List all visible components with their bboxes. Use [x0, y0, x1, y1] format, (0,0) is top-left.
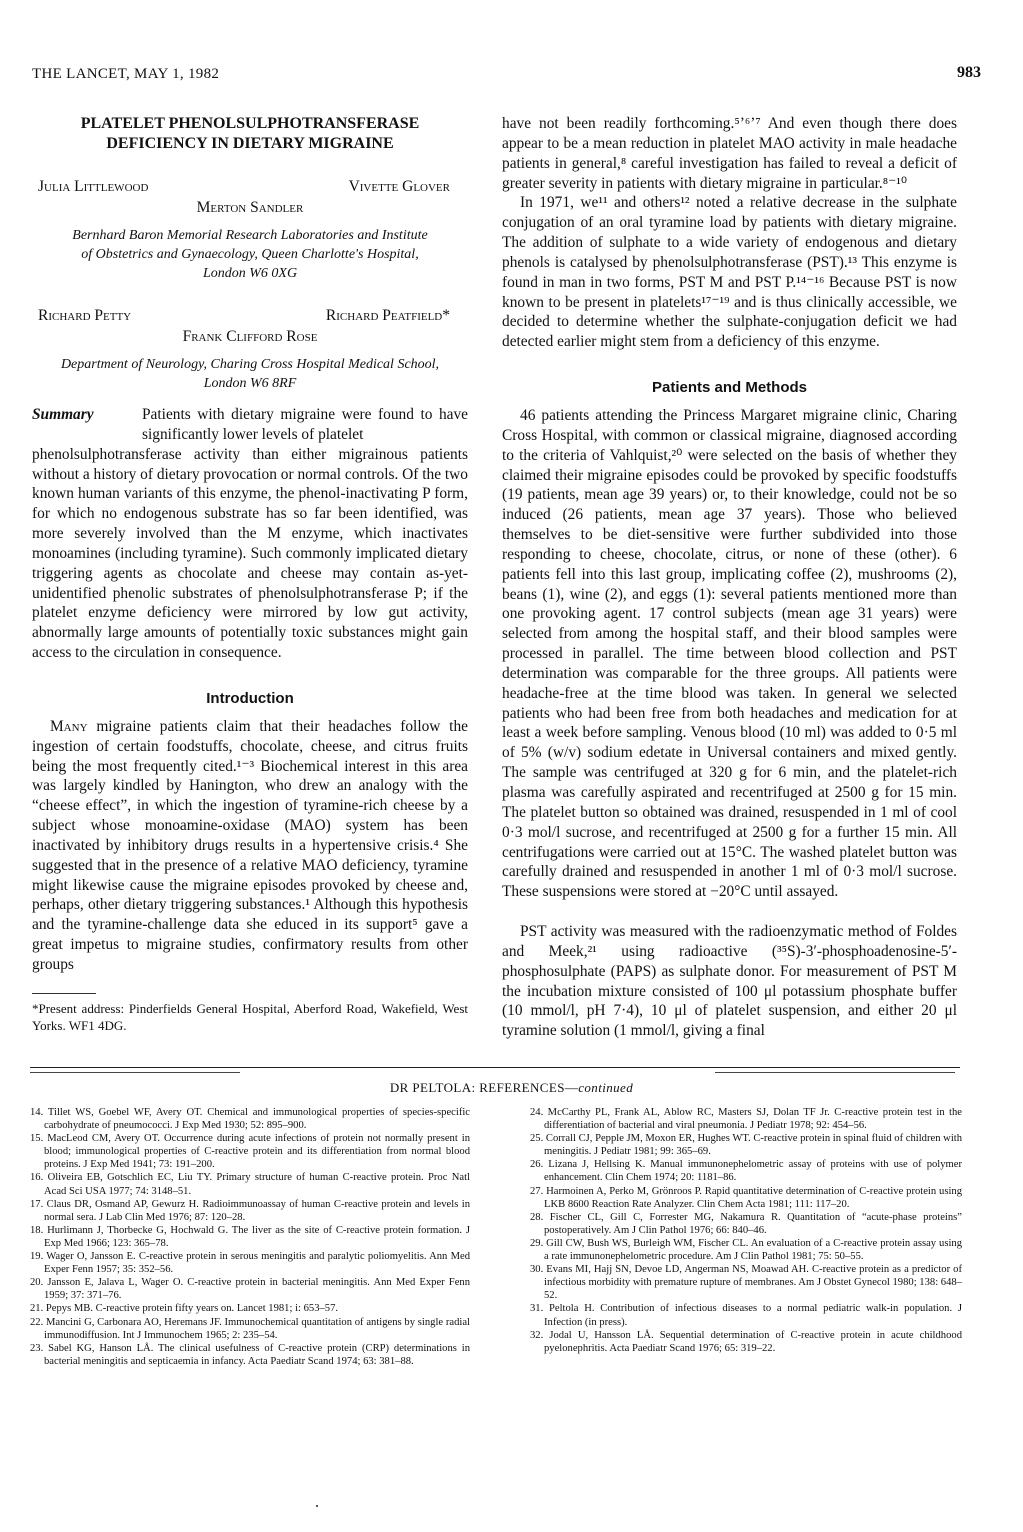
author-block-2	[32, 305, 468, 347]
author-block-1	[32, 176, 468, 218]
summary-body: phenolsulphotransferase activity than either migrainous patients without a history of dietary provocation or normal controls. Of the two known human variants of this enzyme, the phenol-inactivating P form, for which no endogenous substrate has so far been identified, was more severely involved than the M enzyme, which inactivates monoamines (including tyramine). Such commonly implicated dietary triggering agents as chocolate and cheese may contain as-yet-unidentified phenolic substrates of phenolsulphotransferase P; if the platelet enzyme deficiency were mirrored by low gut activity, abnormally large amounts of potentially toxic substances might gain access to the circulation in consequence.	[32, 445, 468, 662]
intro-text: migraine patients claim that their headaches follow the ingestion of certain foodstuffs, chocolate, cheese, and citrus fruits being the most frequently cited.¹⁻³ Biochemical interest in this area was largely kindled by Hanington, who drew an analogy with the “cheese effect”, in which the ingestion of tyramine-rich cheese by a subject whose monoamine-oxidase (MAO) system has been inactivated by inhibitory drugs results in a hypertensive crisis.⁴ She suggested that in the presence of a relative MAO deficiency, tyramine might likewise cause the migraine episodes provoked by cheese and, perhaps, other dietary triggering substances.¹ Although this hypothesis and the tyramine-challenge data she educed in its support⁵ gave a great impetus to migraine studies, confirmatory results from other groups	[32, 717, 468, 973]
reference-item: 30. Evans MI, Hajj SN, Devoe LD, Angerman NS, Moawad AH. C-reactive protein as a predictor of infectious morbidity with premature rupture of membranes. Am J Obstet Gynecol 1980; 138: 648–52.	[530, 1264, 962, 1302]
paragraph: In 1971, we¹¹ and others¹² noted a relative decrease in the sulphate conjugation of an oral tyramine load by patients with dietary migraine. The addition of sulphate to a wide variety of endogenous and dietary phenols is catalysed by phenolsulphotransferase (PST).¹³ This enzyme is found in man in two forms, PST M and PST P.¹⁴⁻¹⁶ Because PST is now known to be present in platelets¹⁷⁻¹⁹ and is thus clinically accessible, we decided to determine whether the sulphate-conjugation deficit we had detected earlier might stem from a deficiency of this enzyme.	[502, 194, 957, 351]
reference-item: 23. Sabel KG, Hanson LÅ. The clinical usefulness of C-reactive protein (CRP) determinations in bacterial meningitis and septicaemia in infancy. Acta Paediatr Scand 1974; 63: 381–88.	[30, 1342, 470, 1367]
section-divider	[30, 1067, 960, 1068]
affiliation-2	[32, 355, 468, 393]
reference-item: 31. Peltola H. Contribution of infectious diseases to a normal pediatric walk-in population. J Infection (in press).	[530, 1303, 962, 1328]
references-left	[30, 1106, 470, 1368]
reference-item: 28. Fischer CL, Gill C, Forrester MG, Nakamura R. Quantitation of “acute-phase proteins” postoperatively. Am J Clin Pathol 1976; 66: 840–46.	[530, 1211, 962, 1236]
footnote-rule	[32, 993, 96, 994]
page-speck	[316, 1505, 318, 1507]
reference-item: 21. Pepys MB. C-reactive protein fifty years on. Lancet 1981; i: 653–57.	[30, 1303, 339, 1315]
summary-section	[32, 405, 468, 663]
reference-item: 20. Jansson E, Jalava L, Wager O. C-reactive protein in bacterial meningitis. Ann Med Exper Fenn 1959; 37: 371–76.	[30, 1277, 470, 1302]
introduction-paragraph	[32, 717, 468, 975]
reference-item: 14. Tillet WS, Goebel WF, Avery OT. Chemical and immunological properties of species-specific carbohydrate of pneumococci. J Exp Med 1930; 52: 895–900.	[30, 1107, 470, 1132]
references-heading	[0, 1080, 1023, 1096]
reference-item: 32. Jodal U, Hansson LÅ. Sequential determination of C-reactive protein in acute childhood pyelonephritis. Acta Paediatr Scand 1976; 65: 319–22.	[530, 1329, 962, 1354]
author-name: Vivette Glover	[348, 178, 450, 195]
author-name: Richard Petty	[38, 307, 132, 324]
left-column	[32, 114, 468, 1034]
references-heading-italic: continued	[578, 1080, 634, 1095]
reference-item: 25. Corrall CJ, Pepple JM, Moxon ER, Hughes WT. C-reactive protein in spinal fluid of children with meningitis. J Pediatr 1981; 99: 365–69.	[530, 1133, 962, 1158]
author-name: Merton Sandler	[196, 199, 304, 216]
reference-item: 15. MacLeod CM, Avery OT. Occurrence during acute infections of protein not normally present in blood; immunological properties of C-reactive protein and its differentiation from normal blood proteins. J Exp Med 1941; 73: 191–200.	[30, 1133, 470, 1171]
title-line-2: DEFICIENCY IN DIETARY MIGRAINE	[106, 135, 394, 152]
section-divider	[30, 1072, 240, 1073]
reference-item: 26. Lizana J, Hellsing K. Manual immunonephelometric assay of proteins with use of polymer enhancement. Clin Chem 1974; 20: 1181–86.	[530, 1159, 962, 1184]
references-right	[530, 1106, 962, 1355]
methods-heading: Patients and Methods	[651, 379, 808, 397]
author-name: Frank Clifford Rose	[182, 328, 318, 345]
references-heading-text: DR PELTOLA: REFERENCES—	[389, 1080, 579, 1095]
paragraph: have not been readily forthcoming.⁵ʼ⁶ʼ⁷ And even though there does appear to be a mean reduction in platelet MAO activity in male headache patients in general,⁸ careful investigation has failed to reveal a deficit of greater severity in patients with dietary migraine in particular.⁸⁻¹⁰	[502, 115, 957, 192]
reference-item: 22. Mancini G, Carbonara AO, Heremans JF. Immunochemical quantitation of antigens by single radial immunodiffusion. Int J Immunochem 1965; 2: 235–54.	[30, 1316, 470, 1341]
article-title	[42, 114, 458, 154]
section-divider	[715, 1072, 955, 1073]
affiliation-1	[32, 226, 468, 283]
right-column	[502, 114, 957, 1041]
author-name: Richard Peatfield*	[325, 307, 450, 324]
affiliation-line: of Obstetrics and Gynaecology, Queen Charlotte's Hospital,	[81, 247, 419, 262]
affiliation-line: London W6 8RF	[203, 376, 297, 391]
footnote: *Present address: Pinderfields General Hospital, Aberford Road, Wakefield, West Yorks. WF1 4DG.	[32, 1000, 468, 1033]
page-number: 983	[957, 64, 981, 81]
intro-lead-word: Many	[50, 717, 88, 735]
summary-label: Summary	[32, 406, 94, 423]
reference-item: 29. Gill CW, Bush WS, Burleigh WM, Fischer CL. An evaluation of a C-reactive protein assay using a rate immunonephelometric procedure. Am J Clin Pathol 1981; 75: 50–55.	[530, 1237, 962, 1263]
running-head: THE LANCET, MAY 1, 1982	[32, 66, 220, 82]
introduction-heading: Introduction	[206, 689, 294, 707]
methods-paragraph: PST activity was measured with the radioenzymatic method of Foldes and Meek,²¹ using radioactive (³⁵S)-3′-phosphoadenosine-5′-phosphosulphate (PAPS) as sulphate donor. For measurement of PST M the incubation mixture consisted of 100 μl potassium phosphate buffer (10 mmol/l, pH 7·4), 10 μl of platelet suspension, and either 20 μl tyramine solution (1 mmol/l, giving a final	[502, 923, 957, 1040]
summary-lead: Patients with dietary migraine were found to have significantly lower levels of platelet	[142, 406, 468, 443]
affiliation-line: London W6 0XG	[202, 266, 298, 281]
affiliation-line: Department of Neurology, Charing Cross Hospital Medical School,	[60, 357, 440, 372]
affiliation-line: Bernhard Baron Memorial Research Laboratories and Institute	[72, 228, 428, 243]
reference-item: 19. Wager O, Jansson E. C-reactive protein in serous meningitis and paralytic poliomyelitis. Ann Med Exper Fenn 1957; 35: 352–56.	[30, 1251, 470, 1276]
reference-item: 18. Hurlimann J, Thorbecke G, Hochwald G. The liver as the site of C-reactive protein formation. J Exp Med 1966; 123: 365–78.	[30, 1224, 470, 1249]
reference-item: 24. McCarthy PL, Frank AL, Ablow RC, Masters SJ, Dolan TF Jr. C-reactive protein test in the differentiation of bacterial and viral pneumonia. J Pediatr 1978; 92: 454–56.	[530, 1107, 962, 1132]
title-line-1: PLATELET PHENOLSULPHOTRANSFERASE	[80, 115, 420, 132]
author-name: Julia Littlewood	[38, 178, 149, 195]
reference-item: 17. Claus DR, Osmand AP, Gewurz H. Radioimmunoassay of human C-reactive protein and levels in normal sera. J Lab Clin Med 1976; 87: 120–28.	[30, 1198, 470, 1223]
reference-item: 27. Harmoinen A, Perko M, Grönroos P. Rapid quantitative determination of C-reactive protein using LKB 8600 Reaction Rate Analyzer. Clin Chem Acta 1981; 111: 117–20.	[530, 1185, 962, 1210]
reference-item: 16. Oliveira EB, Gotschlich EC, Liu TY. Primary structure of human C-reactive protein. Proc Natl Acad Sci USA 1977; 74: 3148–51.	[30, 1172, 470, 1197]
methods-paragraph: 46 patients attending the Princess Margaret migraine clinic, Charing Cross Hospital, with common or classical migraine, diagnosed according to the criteria of Vahlquist,²⁰ were selected on the basis of whether they claimed their migraine episodes could be provoked by specific foodstuffs (19 patients, mean age 39 years) or, to their knowledge, could not be so induced (26 patients, mean age 37 years). Those who believed themselves to be diet-sensitive were further subdivided into those responding to cheese, chocolate, citrus, or none of these (other). 6 patients fell into this last group, implicating coffee (2), mushrooms (2), beans (1), wine (2), and eggs (1): several patients mentioned more than one provoking agent. 17 control subjects (mean age 31 years) were selected from among the hospital staff, and their blood samples were processed in parallel. The time between blood collection and PST determination was comparable for the three groups. All patients were headache-free at the time blood was taken. In general we selected patients who had been free from both headaches and medication for at least a week before sampling. Venous blood (10 ml) was added to 0·5 ml of 5% (w/v) sodium edetate in Universal containers and mixed gently. The sample was centrifuged at 320 g for 6 min, and the platelet-rich plasma was carefully aspirated and recentrifuged at 2500 g for 15 min. The platelet button so obtained was drained, resuspended in 1 ml of cool 0·3 mol/l sucrose, and recentrifuged at 2500 g for a further 15 min. All centrifugations were carried out at 15°C. The washed platelet button was carefully drained and resuspended in another 1 ml of 0·3 mol/l sucrose. These suspensions were stored at −20°C until assayed.	[502, 406, 957, 901]
